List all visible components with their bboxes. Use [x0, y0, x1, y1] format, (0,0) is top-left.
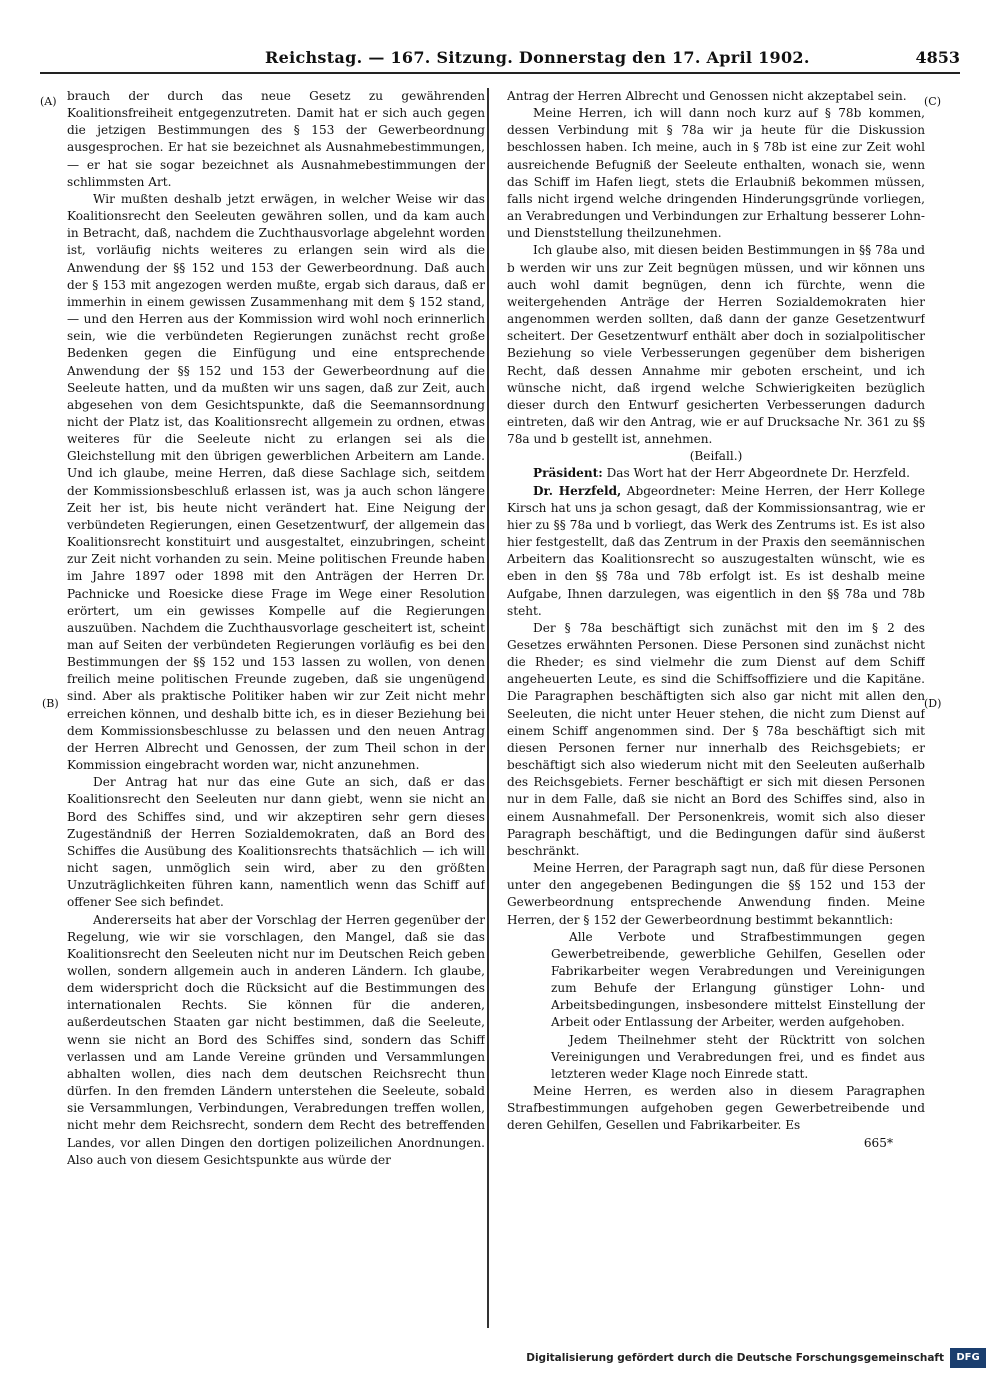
page-header [40, 42, 960, 74]
paragraph: Ich glaube also, mit diesen beiden Bestimmungen in §§ 78a und b werden wir uns zur Zeit begnügen müssen, und wir können uns auch wohl damit begnügen, denn ich fürchte, wenn die weitergehenden Anträge der Herren Sozialdemokraten hier angenommen werden sollten, daß dann der ganze Gesetzentwurf scheitert. Der Gesetzentwurf enthält aber doch in sozialpolitischer Beziehung so viele Verbesserungen gegenüber dem bisherigen Recht, daß dessen Annahme mir geboten erscheint, und ich wünsche nicht, daß irgend welche Schwierigkeiten bezüglich dieser durch den Entwurf gesicherten Verbesserungen dadurch eintreten, daß wir den Antrag, wie er auf Drucksache Nr. 361 zu §§ 78a und b gestellt ist, annehmen. [507, 243, 925, 447]
funding-note: Digitalisierung gefördert durch die Deutsche Forschungsgemeinschaft [526, 1352, 944, 1364]
paragraph: Der Antrag hat nur das eine Gute an sich, daß er das Koalitionsrecht den Seeleuten nur dann giebt, wenn sie nicht an Bord des Schiffes sind, und wir akzeptiren sehr gern dieses Zugeständniß der Herren Sozialdemokraten, daß an Bord des Schiffes die Ausübung des Koalitionsrechts thatsächlich — ich will nicht sagen, unmöglich sein wird, aber zu den größten Unzuträglichkeiten führen kann, namentlich wenn das Schiff auf offener See sich befindet. [67, 775, 485, 910]
right-column [507, 88, 925, 1320]
law-quote [507, 929, 925, 1083]
paragraph: Meine Herren, es werden also in diesem Paragraphen Strafbestimmungen aufgehoben gegen Gewerbetreibende und deren Gehilfen, Gesellen und Fabrikarbeiter. Es [507, 1084, 925, 1133]
president-text: Das Wort hat der Herr Abgeordnete Dr. Herzfeld. [606, 466, 910, 481]
paragraph: Meine Herren, ich will dann noch kurz auf § 78b kommen, dessen Verbindung mit § 78a wir ja heute für die Diskussion beschlossen haben. Ich meine, auch in § 78b ist eine zur Zeit wohl ausreichende Befugniß der Seeleute enthalten, wonach sie, wenn das Schiff im Hafen liegt, stets die Erlaubniß bekommen müssen, falls nicht irgend welche dringenden Hinderungsgründe vorliegen, an Verabredungen und Verbindungen zur Erhaltung besserer Lohn- und Dienststellung theilzunehmen. [507, 106, 925, 241]
margin-marker-c: (C) [924, 95, 941, 108]
paragraph: brauch der durch das neue Gesetz zu gewährenden Koalitionsfreiheit entgegenzutreten. Damit hat er sich auch gegen die jetzigen Bestimmungen des § 153 der Gewerbeordnung ausgesprochen. Er hat sie bezeichnet als Ausnahmebestimmungen, — er hat sie sogar bezeichnet als Ausnahmebestimmungen der schlimmsten Art. [67, 89, 485, 189]
paragraph: Antrag der Herren Albrecht und Genossen nicht akzeptabel sein. [507, 89, 907, 103]
sheet-signature: 665* [863, 1135, 893, 1150]
speaker-herzfeld: Dr. Herzfeld, [533, 483, 622, 498]
header-title: Reichstag. — 167. Sitzung. Donnerstag den 17. April 1902. [265, 48, 810, 67]
speaker-president: Präsident: [533, 466, 603, 481]
herzfeld-statement [507, 483, 925, 620]
paragraph: Der § 78a beschäftigt sich zunächst mit den im § 2 des Gesetzes erwähnten Personen. Diese Personen sind zunächst nicht die Rheder; es sind vielmehr die zum Dienst auf dem Schiff angeheuerten Leute, es sind die Schiffsoffiziere und die Kapitäne. Die Paragraphen beschäftigten sich also gar nicht mit allen den Seeleuten, die nicht unter Heuer stehen, die nicht zum Dienst auf einem Schiff angenommen sind. Der § 78a beschäftigt sich mit diesen Personen ferner nur innerhalb des Reichsgebiets; er beschäftigt sich also wiederum nicht mit den Seeleuten außerhalb des Reichsgebiets. Ferner beschäftigt er sich mit diesen Personen nur in dem Falle, daß sie nicht an Bord des Schiffes sind, also in einem Ausnahmefall. Der Personenkreis, womit sich also dieser Paragraph beschäftigt, und die Bedingungen dafür sind äußerst beschränkt. [507, 620, 925, 858]
margin-marker-a: (A) [40, 95, 57, 108]
applause-note: (Beifall.) [689, 449, 743, 464]
president-statement [507, 465, 925, 482]
left-column [67, 88, 485, 1320]
paragraph: Wir mußten deshalb jetzt erwägen, in welcher Weise wir das Koalitionsrecht den Seeleuten gewähren sollen, und da kam auch in Betracht, daß, nachdem die Zuchthausvorlage abgelehnt worden ist, vorläufig nichts weiteres zu erlangen sein wird als die Anwendung der §§ 152 und 153 der Gewerbeordnung. Daß auch der § 153 mit angezogen werden mußte, ergab sich daraus, daß er immerhin in einem gewissen Zusammenhang mit dem § 152 stand, — und den Herren aus der Kommission wird wohl noch erinnerlich sein, wie die verbündeten Regierungen zunächst recht große Bedenken gegen die Einfügung und eine entsprechende Anwendung der §§ 152 und 153 der Gewerbeordnung auf die Seeleute hatten, und da mußten wir uns sagen, daß zur Zeit, auch abgesehen von dem Gesichtspunkte, daß die Seemannsordnung nicht der Platz ist, das Koalitionsrecht allgemein zu ordnen, etwas weiteres für die Seeleute nicht zu erlangen sei als die Gleichstellung mit den übrigen gewerblichen Arbeitern am Lande. Und ich glaube, meine Herren, daß diese Sachlage sich, seitdem der Kommissionsbeschluß erlassen ist, was ja auch schon längere Zeit her ist, bis heute nicht verändert hat. Eine Neigung der verbündeten Regierungen, einen Gesetzentwurf, der allgemein das Koalitionsrecht konstituirt und ausgestaltet, einzubringen, scheint zur Zeit nicht vorhanden zu sein. Meine politischen Freunde haben im Jahre 1897 oder 1898 mit den Anträgen der Herren Dr. Pachnicke und Roesicke diese Frage im Wege einer Resolution erörtert, um ein gewisses Kompelle auf die Regierungen auszuüben. Nachdem die Zuchthausvorlage gescheitert ist, scheint man auf Seiten der verbündeten Regierungen vorläufig es bei den Bestimmungen der §§ 152 und 153 lassen zu wollen, von denen freilich meine politischen Freunde zugeben, daß sie ungenügend sind. Aber als praktische Politiker haben wir zur Zeit nicht mehr erreichen können, und deshalb bitte ich, es in dieser Beziehung bei dem Kommissionsbeschlusse zu belassen und den neuen Antrag der Herren Albrecht und Genossen, der zum Theil schon in der Kommission eingebracht worden war, nicht anzunehmen. [67, 191, 485, 773]
column-divider [487, 88, 489, 1328]
herzfeld-text: Abgeordneter: Meine Herren, der Herr Kollege Kirsch hat uns ja schon gesagt, daß der Kommissionsantrag, wie er hier zu §§ 78a und b vorliegt, das Werk des Zentrums ist. Es ist also hier festgestellt, daß das Zentrum in der Praxis den seemännischen Arbeitern das Koalitionsrecht so auszugestalten wünscht, wie es eben in den §§ 78a und 78b erfolgt ist. Es ist deshalb meine Aufgabe, Ihnen darzulegen, was eigentlich in den §§ 78a und 78b steht. [507, 483, 925, 618]
quote-paragraph: Alle Verbote und Strafbestimmungen gegen Gewerbetreibende, gewerbliche Gehilfen, Gesellen oder Fabrikarbeiter wegen Verabredungen und Vereinigungen zum Behufe der Erlangung günstiger Lohn- und Arbeitsbedingungen, insbesondere mittelst Einstellung der Arbeit oder Entlassung der Arbeiter, werden aufgehoben. [551, 929, 925, 1030]
margin-marker-d: (D) [924, 697, 942, 710]
paragraph: Meine Herren, der Paragraph sagt nun, daß für diese Personen unter den angegebenen Bedingungen die §§ 152 und 153 der Gewerbeordnung entsprechende Anwendung finden. Meine Herren, der § 152 der Gewerbeordnung bestimmt bekanntlich: [507, 861, 925, 927]
margin-marker-b: (B) [42, 697, 59, 710]
dfg-logo: DFG [950, 1348, 986, 1368]
paragraph: Andererseits hat aber der Vorschlag der Herren gegenüber der Regelung, wie wir sie vorschlagen, den Mangel, daß sie das Koalitionsrecht den Seeleuten nicht nur im Deutschen Reich geben wollen, sondern allgemein auch in anderen Ländern. Ich glaube, dem widerspricht doch die Rücksicht auf die Bestimmungen des internationalen Rechts. Sie können für die anderen, außerdeutschen Staaten gar nicht bestimmen, daß die Seeleute, wenn sie nicht an Bord des Schiffes sind, sondern das Schiff verlassen und am Lande Vereine gründen und Versammlungen abhalten wollen, dies nach dem deutschen Reichsrecht thun dürfen. In den fremden Ländern unterstehen die Seeleute, sobald sie Versammlungen, Verbindungen, Verabredungen treffen wollen, nicht mehr dem Reichsrecht, sondern dem Recht des betreffenden Landes, vor allen Dingen den dortigen polizeilichen Anordnungen. Also auch von diesem Gesichtspunkte aus würde der [67, 912, 485, 1167]
quote-paragraph: Jedem Theilnehmer steht der Rücktritt von solchen Vereinigungen und Verabredungen frei, und es findet aus letzteren weder Klage noch Einrede statt. [551, 1032, 925, 1081]
page-number: 4853 [915, 48, 960, 67]
